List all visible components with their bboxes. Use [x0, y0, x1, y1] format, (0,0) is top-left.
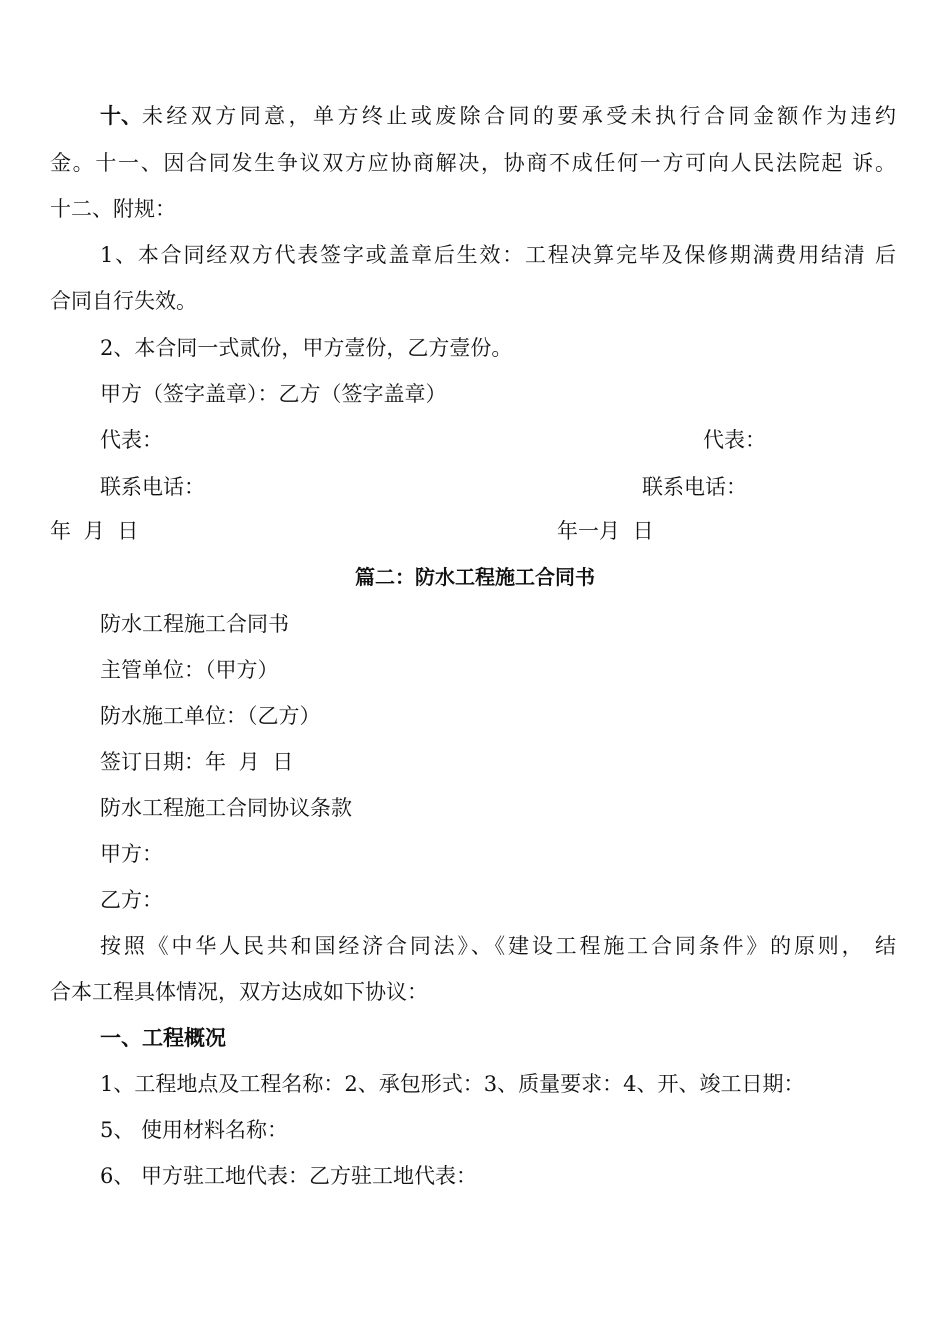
clause-10-number: 十、	[100, 103, 142, 128]
sign-date: 签订日期：年 月 日	[100, 750, 294, 774]
representative-left: 代表：	[100, 428, 163, 452]
overview-item-5: 5、 使用材料名称：	[100, 1118, 289, 1142]
party-a-label: 甲方：	[100, 842, 163, 866]
intro-line-2: 合本工程具体情况，双方达成如下协议：	[50, 980, 428, 1004]
clause-10-text: 未经双方同意，单方终止或废除合同的要承受未执行合同金额作为违约	[142, 104, 896, 128]
overview-item-6: 6、 甲方驻工地代表：乙方驻工地代表：	[100, 1164, 478, 1188]
date-left: 年 月 日	[50, 519, 139, 543]
clause-12-item-1-line-1: 1、本合同经双方代表签字或盖章后生效：工程决算完毕及保修期满费用结清 后	[100, 243, 896, 267]
clause-12-item-1-line-2: 合同自行失效。	[50, 289, 197, 313]
clause-10-line-2: 金。十一、因合同发生争议双方应协商解决，协商不成任何一方可向人民法院起 诉。	[50, 151, 896, 175]
phone-right: 联系电话：	[642, 475, 747, 499]
contract-title: 防水工程施工合同书	[100, 612, 289, 636]
clause-12-item-2: 2、本合同一式贰份，甲方壹份，乙方壹份。	[100, 336, 513, 360]
section-2-title: 篇二：防水工程施工合同书	[355, 565, 595, 589]
clause-12-heading: 十二、附规：	[50, 197, 176, 221]
contractor-unit: 防水施工单位：（乙方）	[100, 704, 321, 728]
terms-title: 防水工程施工合同协议条款	[100, 796, 352, 820]
intro-line-1: 按照《中华人民共和国经济合同法》、《建设工程施工合同条件》的原则， 结	[100, 934, 896, 958]
overview-heading: 一、工程概况	[100, 1026, 226, 1050]
phone-left: 联系电话：	[100, 475, 205, 499]
overview-items-1-4: 1、工程地点及工程名称：2、承包形式：3、质量要求：4、开、竣工日期：	[100, 1072, 805, 1096]
signature-parties: 甲方（签字盖章）：乙方（签字盖章）	[100, 382, 447, 406]
clause-10-line-1	[100, 101, 896, 131]
party-b-label: 乙方：	[100, 888, 163, 912]
supervisor-unit: 主管单位：（甲方）	[100, 658, 279, 682]
representative-right: 代表：	[703, 428, 766, 452]
date-right: 年一月 日	[557, 519, 654, 543]
